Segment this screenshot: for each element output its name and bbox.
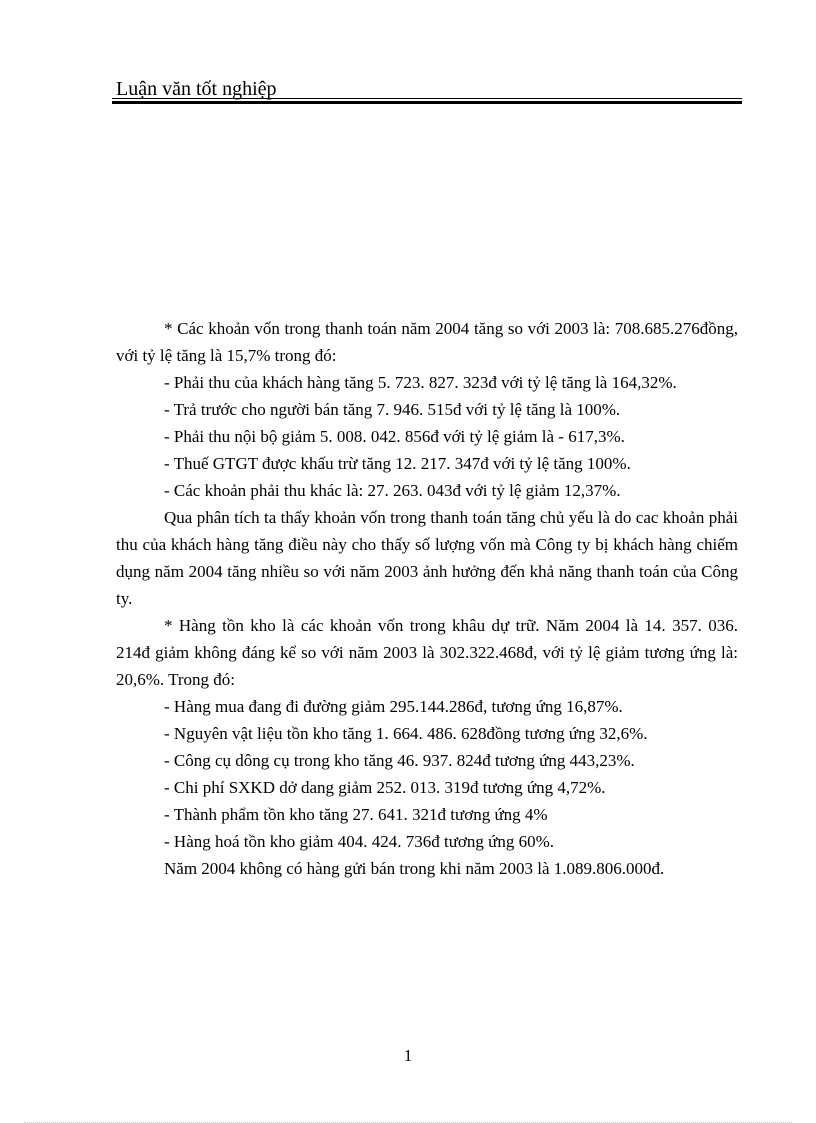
paragraph-consignment: Năm 2004 không có hàng gửi bán trong khi năm 2003 là 1.089.806.000đ. <box>164 859 665 878</box>
paragraph-internal-receivables: - Phải thu nội bộ giảm 5. 008. 042. 856đ với tỷ lệ giảm là - 617,3%. <box>164 427 625 446</box>
page-header <box>112 76 742 104</box>
paragraph-customer-receivables: - Phải thu của khách hàng tăng 5. 723. 827. 323đ với tỷ lệ tăng là 164,32%. <box>164 373 677 392</box>
paragraph-analysis: Qua phân tích ta thấy khoản vốn trong thanh toán tăng chủ yếu là do cac khoản phải thu của khách hàng tăng điều này cho thấy số lượng vốn mà Công ty bị khách hàng chiếm dụng năm 2004 tăng nhiều so với năm 2003 ảnh hưởng đến khả năng thanh toán của Công ty. <box>116 508 738 608</box>
paragraph-other-receivables: - Các khoản phải thu khác là: 27. 263. 043đ với tỷ lệ giảm 12,37%. <box>164 481 621 500</box>
header-rule-thick <box>112 101 742 104</box>
paragraph-raw-materials: - Nguyên vật liệu tồn kho tăng 1. 664. 486. 628đồng tương ứng 32,6%. <box>164 724 648 743</box>
header-rule-thin <box>112 98 742 99</box>
page-number: 1 <box>403 1046 413 1065</box>
document-body <box>116 315 738 882</box>
paragraph-merchandise: - Hàng hoá tồn kho giảm 404. 424. 736đ tương ứng 60%. <box>164 832 555 851</box>
paragraph-tools: - Công cụ dông cụ trong kho tăng 46. 937. 824đ tương ứng 443,23%. <box>164 751 635 770</box>
paragraph-goods-in-transit: - Hàng mua đang đi đường giảm 295.144.286đ, tương ứng 16,87%. <box>164 697 623 716</box>
paragraph-vat-deductible: - Thuế GTGT được khấu trừ tăng 12. 217. 347đ với tỷ lệ tăng 100%. <box>164 454 631 473</box>
paragraph-inventory: * Hàng tồn kho là các khoản vốn trong khâu dự trữ. Năm 2004 là 14. 357. 036. 214đ giảm không đáng kể so với năm 2003 là 302.322.468đ, với tỷ lệ giảm tương ứng là: 20,6%. Trong đó: <box>116 616 738 689</box>
header-title: Luận văn tốt nghiệp <box>116 78 277 100</box>
paragraph-finished-goods: - Thành phẩm tồn kho tăng 27. 641. 321đ tương ứng 4% <box>164 805 548 824</box>
paragraph-capital-in-payment: * Các khoản vốn trong thanh toán năm 2004 tăng so với 2003 là: 708.685.276đồng, với tỷ lệ tăng là 15,7% trong đó: <box>116 319 738 365</box>
paragraph-prepayment-to-sellers: - Trả trước cho người bán tăng 7. 946. 515đ với tỷ lệ tăng là 100%. <box>164 400 621 419</box>
paragraph-work-in-progress: - Chi phí SXKD dở dang giảm 252. 013. 319đ tương ứng 4,72%. <box>164 778 606 797</box>
